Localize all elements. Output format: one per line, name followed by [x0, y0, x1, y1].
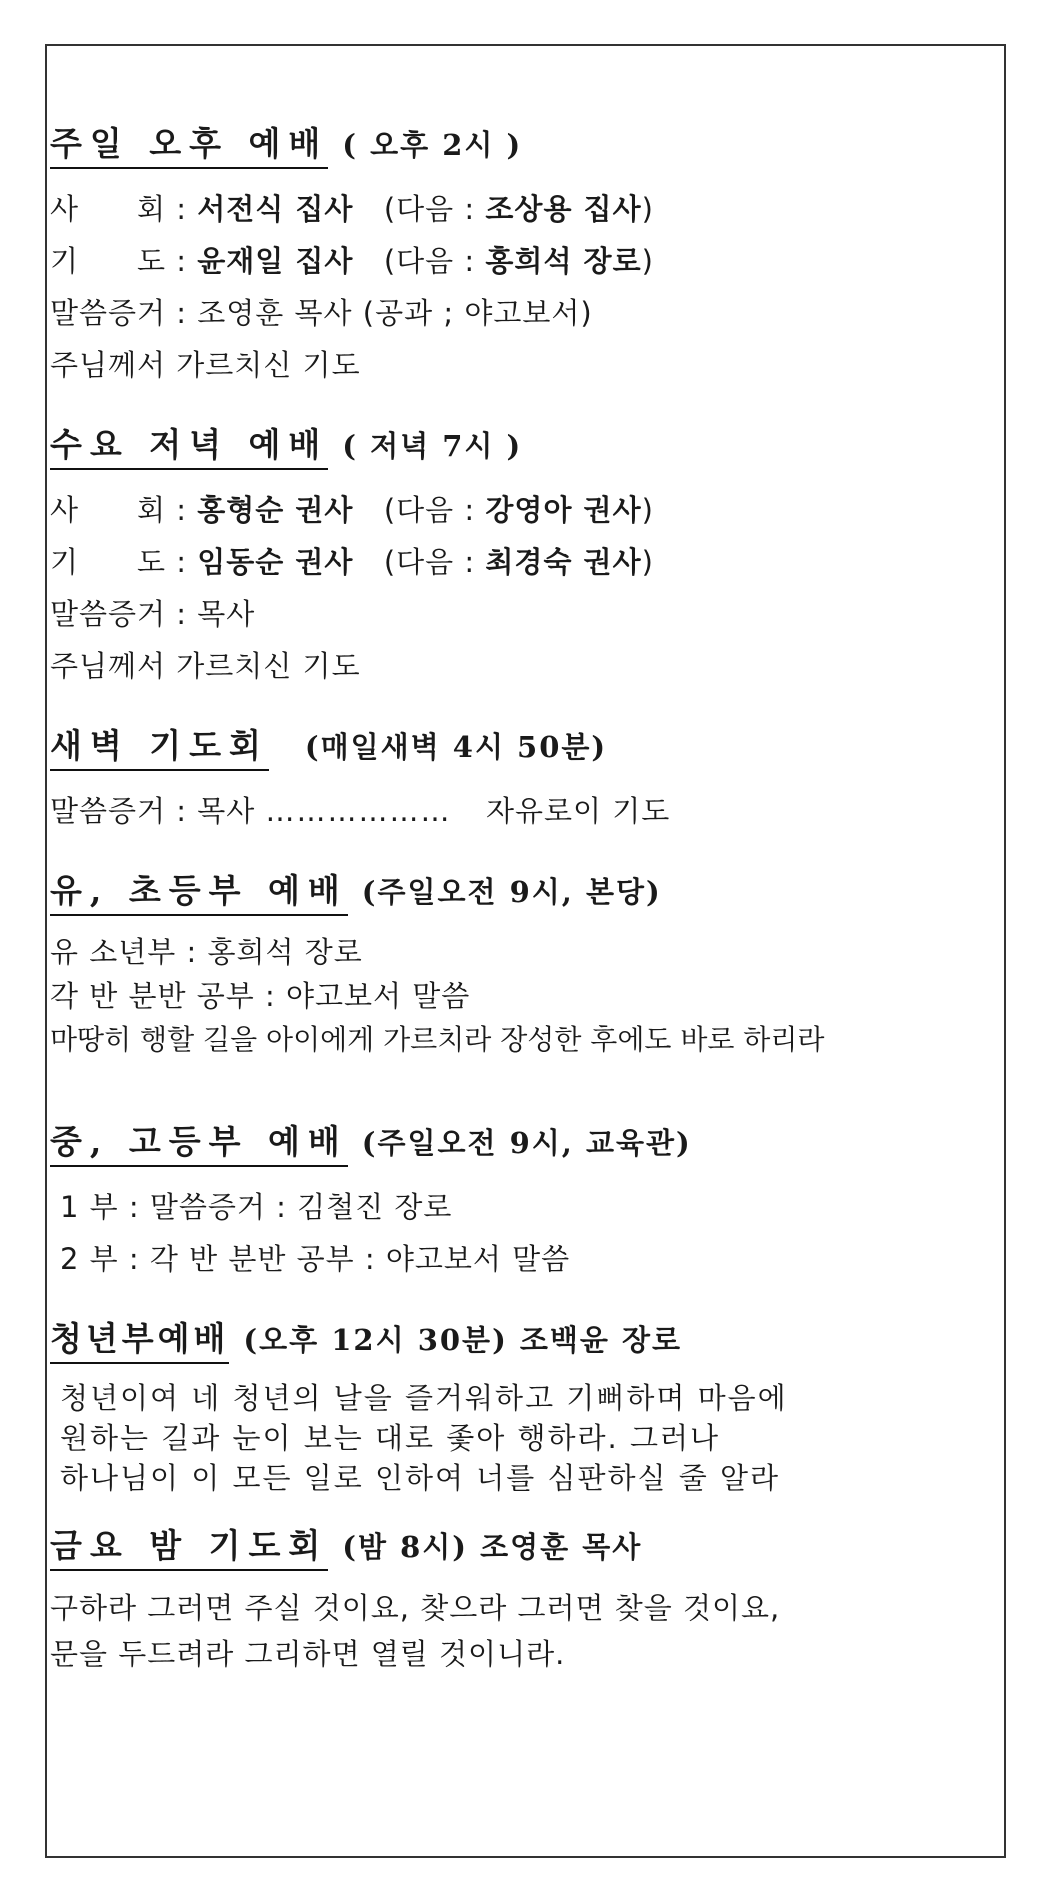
lords-prayer-line: 주님께서 가르치신 기도 [50, 649, 361, 683]
section-header [50, 1116, 930, 1167]
section-title: 주일 오후 예배 [50, 118, 328, 169]
section-time: ( 오후 2시 ) [342, 128, 523, 162]
section-header [50, 1520, 930, 1571]
separator: : [176, 493, 188, 527]
host-name: 홍형순 권사 [197, 493, 354, 527]
close-paren: ) [641, 244, 654, 278]
section-header [50, 419, 930, 470]
close-paren: ) [641, 545, 654, 579]
sermon-text: 말씀증거 : 목사 [50, 794, 256, 828]
info-line: 2 부 : 각 반 분반 공부 : 야고보서 말씀 [60, 1242, 571, 1276]
next-prefix: (다음 : [383, 244, 476, 278]
prayer-name: 임동순 권사 [197, 545, 354, 579]
verse-line: 문을 두드려라 그리하면 열릴 것이니라. [50, 1637, 566, 1671]
lords-prayer-line: 주님께서 가르치신 기도 [50, 348, 361, 382]
label-char: 사 [50, 493, 80, 527]
section-header [50, 720, 930, 771]
leader-dots: ……………… [265, 794, 452, 828]
section-time: (밤 8시) 조영훈 목사 [342, 1530, 643, 1564]
next-prayer-name: 최경숙 권사 [485, 545, 642, 579]
section-title: 청년부예배 [50, 1313, 229, 1364]
label-char: 기 [50, 545, 80, 579]
label-char: 회 [137, 493, 167, 527]
section-wednesday-evening [50, 419, 930, 692]
separator: : [176, 545, 188, 579]
section-dawn-prayer [50, 720, 930, 837]
next-prayer-name: 홍희석 장로 [485, 244, 642, 278]
section-time: (주일오전 9시, 본당) [361, 875, 662, 909]
sermon-line [50, 785, 930, 837]
section-header [50, 118, 930, 169]
sermon-line: 말씀증거 : 조영훈 목사 (공과 ; 야고보서) [50, 296, 593, 330]
section-header [50, 865, 930, 916]
next-prefix: (다음 : [383, 493, 476, 527]
prayer-line [50, 536, 930, 588]
bulletin-content [50, 118, 930, 1677]
section-title: 중, 고등부 예배 [50, 1116, 348, 1167]
prayer-line [50, 235, 930, 287]
prayer-name: 윤재일 집사 [197, 244, 354, 278]
free-prayer-text: 자유로이 기도 [485, 794, 671, 828]
section-young-adult-service [50, 1313, 930, 1498]
verse-line: 청년이여 네 청년의 날을 즐거워하고 기뻐하며 마음에 [60, 1381, 788, 1415]
section-kids-service [50, 865, 930, 1062]
label-char: 사 [50, 192, 80, 226]
info-line: 유 소년부 : 홍희석 장로 [50, 935, 363, 969]
close-paren: ) [641, 192, 654, 226]
next-host-name: 강영아 권사 [485, 493, 642, 527]
section-title: 유, 초등부 예배 [50, 865, 348, 916]
next-prefix: (다음 : [383, 545, 476, 579]
label-char: 기 [50, 244, 80, 278]
verse-line: 원하는 길과 눈이 보는 대로 좇아 행하라. 그러나 [60, 1421, 721, 1455]
label-char: 도 [137, 545, 167, 579]
info-line: 1 부 : 말씀증거 : 김철진 장로 [60, 1190, 453, 1224]
section-sunday-afternoon [50, 118, 930, 391]
host-line [50, 484, 930, 536]
separator: : [176, 244, 188, 278]
next-prefix: (다음 : [383, 192, 476, 226]
label-char: 회 [137, 192, 167, 226]
host-line [50, 183, 930, 235]
section-time: ( 저녁 7시 ) [342, 429, 523, 463]
verse-line: 마땅히 행할 길을 아이에게 가르치라 장성한 후에도 바로 하리라 [50, 1023, 825, 1056]
sermon-line: 말씀증거 : 목사 [50, 597, 256, 631]
label-char: 도 [137, 244, 167, 278]
section-youth-service [50, 1116, 930, 1285]
section-title: 새벽 기도회 [50, 720, 269, 771]
section-header [50, 1313, 930, 1364]
section-time: (오후 12시 30분) 조백윤 장로 [243, 1323, 683, 1357]
section-time: (주일오전 9시, 교육관) [361, 1126, 692, 1160]
section-friday-prayer [50, 1520, 930, 1677]
info-line: 각 반 분반 공부 : 야고보서 말씀 [50, 979, 471, 1013]
section-time: (매일새벽 4시 50분) [304, 730, 608, 764]
separator: : [176, 192, 188, 226]
section-title: 금요 밤 기도회 [50, 1520, 328, 1571]
section-title: 수요 저녁 예배 [50, 419, 328, 470]
verse-line: 구하라 그러면 주실 것이요, 찾으라 그러면 찾을 것이요, [50, 1591, 781, 1625]
host-name: 서전식 집사 [197, 192, 354, 226]
close-paren: ) [641, 493, 654, 527]
next-host-name: 조상용 집사 [485, 192, 642, 226]
verse-line: 하나님이 이 모든 일로 인하여 너를 심판하실 줄 알라 [60, 1461, 781, 1495]
